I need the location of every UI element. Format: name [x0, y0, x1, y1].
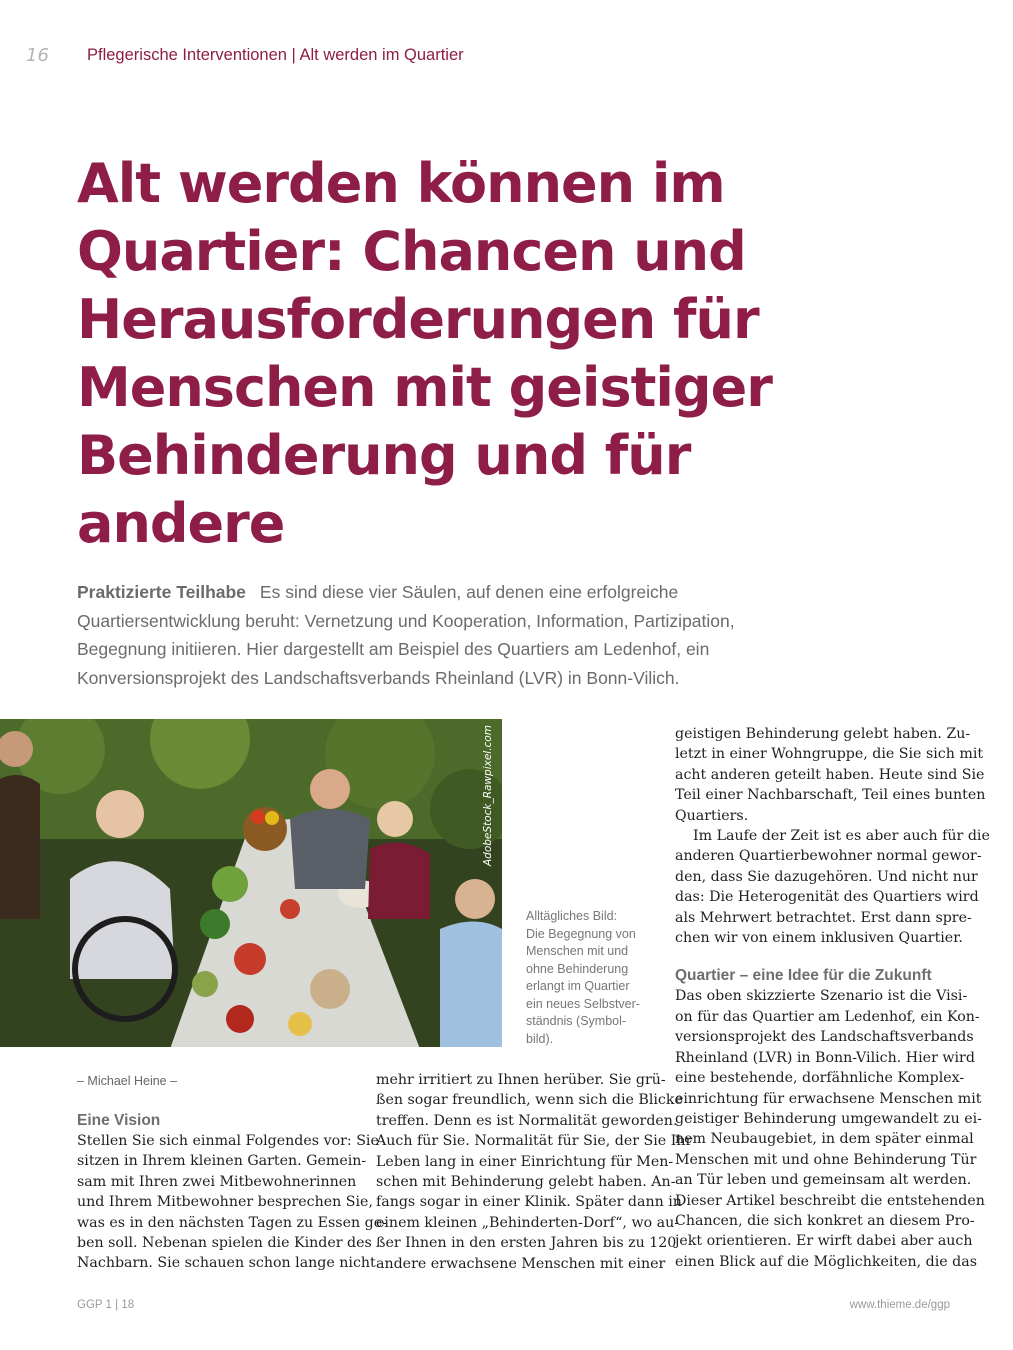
body-line: Stellen Sie sich einmal Folgendes vor: Sie	[77, 1133, 379, 1149]
body-line: on für das Quartier am Ledenhof, ein Kon-	[675, 1008, 980, 1025]
body-line: Rheinland (LVR) in Bonn-Vilich. Hier wird	[675, 1049, 975, 1066]
body-line: einen Blick auf die Möglichkeiten, die das	[675, 1253, 977, 1270]
title-line: Quartier: Chancen und	[77, 220, 746, 283]
title-line: andere	[77, 492, 285, 555]
caption-line: Alltägliches Bild:	[526, 909, 618, 923]
body-line: treffen. Denn es ist Normalität geworden.	[376, 1112, 678, 1129]
body-line: und Ihrem Mitbewohner besprechen Sie,	[77, 1194, 373, 1211]
caption-line: bild).	[526, 1031, 554, 1046]
body-line: acht anderen geteilt haben. Heute sind Sie	[675, 766, 985, 783]
body-line: versionsprojekt des Landschaftsverbands	[675, 1029, 974, 1046]
body-line: geistigen Behinderung gelebt haben. Zu-	[675, 726, 971, 742]
body-line: ßen sogar freundlich, wenn sich die Blicke	[376, 1092, 683, 1109]
photo-illustration	[0, 719, 502, 1047]
article-photo	[0, 719, 502, 1047]
body-line: Menschen mit und ohne Behinderung Tür	[675, 1151, 977, 1168]
body-line: einem kleinen „Behinderten-Dorf“, wo au-	[376, 1214, 680, 1231]
body-line: Das oben skizzierte Szenario ist die Visi-	[675, 988, 968, 1005]
caption-line: ständnis (Symbol-	[526, 1014, 627, 1028]
lead-line: Konversionsprojekt des Landschaftsverbands Rheinland (LVR) in Bonn-Vilich.	[77, 668, 680, 689]
body-line: was es in den nächsten Tagen zu Essen ge-	[77, 1214, 387, 1231]
body-line: Leben lang in einer Einrichtung für Men-	[376, 1153, 674, 1170]
lead-line: Begegnung initiieren. Hier dargestellt am Beispiel des Quartiers am Ledenhof, ein	[77, 639, 710, 660]
author-byline: – Michael Heine –	[77, 1074, 178, 1088]
lead-line: Quartiersentwicklung beruht: Vernetzung und Kooperation, Information, Partizipation,	[77, 610, 735, 631]
photo-credit: AdobeStock_Rawpixel.com	[482, 725, 494, 866]
text-column-2	[376, 1070, 693, 1274]
body-line: fangs sogar in einer Klinik. Später dann in	[376, 1194, 682, 1211]
lead-label: Praktizierte Teilhabe	[77, 582, 246, 602]
body-line: mehr irritiert zu Ihnen herüber. Sie grü-	[376, 1072, 666, 1088]
body-line: an Tür leben und gemeinsam alt werden.	[675, 1172, 972, 1189]
body-line: den, dass Sie dazugehören. Und nicht nur	[675, 868, 978, 885]
title-line: Alt werden können im	[77, 152, 725, 215]
section-heading-vision: Eine Vision	[77, 1112, 161, 1129]
caption-line: ein neues Selbstver-	[526, 996, 640, 1011]
body-line: letzt in einer Wohngruppe, die Sie sich mit	[675, 746, 984, 763]
body-line: schen mit Behinderung gelebt haben. An-	[376, 1174, 676, 1191]
title-line: Behinderung und für	[77, 424, 691, 487]
body-line: Chancen, die sich konkret an diesem Pro-	[675, 1212, 975, 1229]
body-line: ßer Ihnen in den ersten Jahren bis zu 120	[376, 1235, 677, 1252]
text-column-1	[77, 1111, 387, 1274]
running-title: Pflegerische Interventionen | Alt werden im Quartier	[87, 46, 464, 64]
article-lead	[77, 578, 837, 693]
body-line: Teil einer Nachbarschaft, Teil eines bunten	[675, 787, 986, 804]
photo-caption	[526, 908, 646, 1048]
title-line: Menschen mit geistiger	[77, 356, 772, 419]
body-line: nem Neubaugebiet, in dem später einmal	[675, 1131, 974, 1148]
body-line: geistiger Behinderung umgewandelt zu ei-	[675, 1110, 982, 1127]
body-line: einrichtung für erwachsene Menschen mit	[675, 1090, 982, 1107]
body-line: das: Die Heterogenität des Quartiers wird	[675, 889, 979, 906]
footer-url[interactable]: www.thieme.de/ggp	[849, 1299, 950, 1311]
lead-line	[77, 578, 837, 607]
caption-line: ohne Behinderung	[526, 961, 629, 976]
section-heading-future: Quartier – eine Idee für die Zukunft	[675, 967, 932, 985]
text-column-3	[675, 724, 990, 1272]
body-line: jekt orientieren. Er wirft dabei aber auch	[675, 1233, 973, 1250]
caption-line: Die Begegnung von	[526, 926, 636, 941]
body-line: sam mit Ihren zwei Mitbewohnerinnen	[77, 1173, 357, 1190]
title-line: Herausforderungen für	[77, 288, 759, 351]
article-title	[77, 150, 977, 558]
caption-line: erlangt im Quartier	[526, 979, 630, 993]
body-line: Im Laufe der Zeit ist es aber auch für die	[693, 828, 990, 845]
body-line: chen wir von einem inklusiven Quartier.	[675, 930, 963, 947]
body-line: Dieser Artikel beschreibt die entstehenden	[675, 1192, 985, 1209]
body-line: andere erwachsene Menschen mit einer	[376, 1255, 666, 1272]
caption-line: Menschen mit und	[526, 944, 629, 958]
body-line: Auch für Sie. Normalität für Sie, der Sie Ihr	[376, 1133, 693, 1150]
body-line: sitzen in Ihrem kleinen Garten. Gemein-	[77, 1153, 367, 1170]
footer-issue: GGP 1 | 18	[77, 1299, 135, 1311]
body-line: Quartiers.	[675, 807, 749, 824]
page-number: 16	[26, 45, 49, 66]
body-line: als Mehrwert betrachtet. Erst dann spre-	[675, 909, 972, 926]
body-line: ben soll. Nebenan spielen die Kinder des	[77, 1235, 372, 1252]
body-line: Nachbarn. Sie schauen schon lange nicht	[77, 1255, 376, 1272]
body-line: anderen Quartierbewohner normal gewor-	[675, 848, 982, 865]
body-line: eine bestehende, dorfähnliche Komplex-	[675, 1070, 965, 1087]
lead-text: Es sind diese vier Säulen, auf denen eine erfolgreiche	[259, 582, 679, 602]
